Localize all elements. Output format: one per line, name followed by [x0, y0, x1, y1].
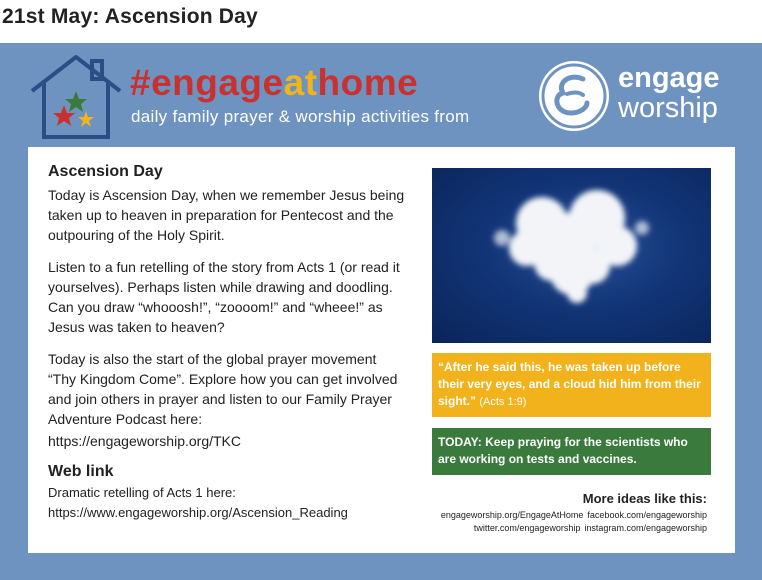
paragraph-tkc: Today is also the start of the global prayer movement “Thy Kingdom Come”. Explore how you can get involved and join others in prayer and listen to our Family Prayer Adventure Podcast here:	[48, 351, 398, 427]
engage-worship-logo-icon	[539, 61, 609, 131]
twitter-link[interactable]: twitter.com/engageworship	[473, 523, 581, 533]
heart-cloud-icon	[432, 168, 711, 343]
facebook-link[interactable]: facebook.com/engageworship	[587, 510, 707, 520]
quote-reference: (Acts 1:9)	[479, 396, 527, 408]
instagram-link[interactable]: instagram.com/engageworship	[584, 523, 707, 533]
paragraph-intro: Today is Ascension Day, when we remember Jesus being taken up to heaven in preparation for Pentecost and the outpouring of the Holy Spirit.	[48, 187, 405, 243]
engage-worship-wordmark: engage worship	[618, 62, 720, 124]
tagline: daily family prayer & worship activities from	[131, 107, 470, 126]
today-prayer: TODAY: Keep praying for the scientists who are working on tests and vaccines.	[432, 428, 711, 475]
more-ideas	[441, 491, 707, 535]
more-ideas-heading: More ideas like this:	[582, 491, 707, 506]
content-card	[28, 147, 735, 553]
poster	[0, 43, 762, 580]
website-link[interactable]: engageworship.org/EngageAtHome	[440, 510, 584, 520]
heart-cloud-photo	[432, 168, 711, 343]
section-heading: Ascension Day	[48, 163, 163, 180]
paragraph-story: Listen to a fun retelling of the story from Acts 1 (or read it yourselves). Perhaps listen while drawing and doodling. Can you draw “whooosh!”, “zoooom!” and “wheee!” as Jesus was taken to heaven?	[48, 259, 400, 335]
brand-title: #engageathome	[130, 62, 419, 103]
weblink-heading: Web link	[48, 463, 114, 480]
page-title: 21st May: Ascension Day	[2, 5, 258, 28]
more-ideas-row-2	[441, 522, 707, 535]
weblink-url[interactable]: https://www.engageworship.org/Ascension_Reading	[48, 505, 348, 520]
tkc-link[interactable]: https://engageworship.org/TKC	[48, 433, 241, 449]
more-ideas-row-1	[441, 509, 707, 522]
house-logo-icon	[26, 51, 126, 143]
weblink-description: Dramatic retelling of Acts 1 here:	[48, 485, 236, 500]
left-column	[48, 163, 408, 523]
bible-quote: “After he said this, he was taken up before their very eyes, and a cloud hid him from their sight.” (Acts 1:9)	[432, 353, 711, 417]
